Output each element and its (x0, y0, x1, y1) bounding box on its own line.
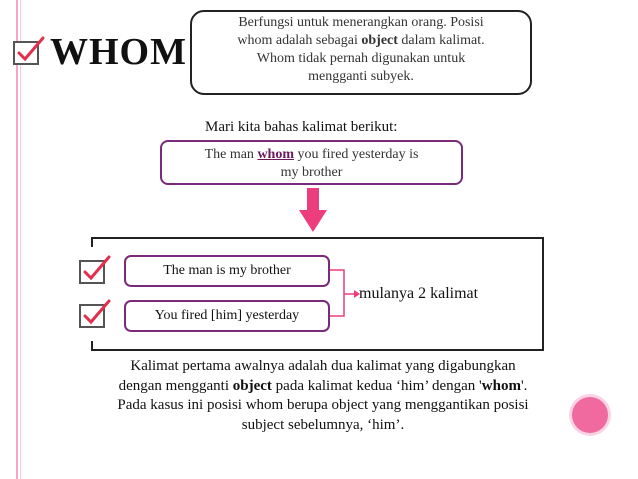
example-line: The man whom you fired yesterday is (204, 147, 419, 162)
sentence-two-box: You fired [him] yesterday (124, 300, 330, 332)
example-sentence-box (160, 140, 463, 185)
explanation-line: Pada kasus ini posisi whom berupa object yang menggantikan posisi (117, 397, 529, 413)
whom-term: whom (257, 147, 294, 162)
left-decorative-rule (16, 0, 18, 479)
result-label: mulanya 2 kalimat (359, 285, 479, 302)
example-line: my brother (280, 165, 343, 180)
explanation-line: Kalimat pertama awalnya adalah dua kalimat yang digabungkan (130, 358, 516, 374)
definition-line: whom adalah sebagai object dalam kalimat. (237, 33, 485, 48)
bracket-connector (330, 268, 360, 320)
section-heading: Mari kita bahas kalimat berikut: (205, 119, 398, 135)
definition-line: mengganti subyek. (308, 69, 414, 84)
sentence-one-box: The man is my brother (124, 255, 330, 287)
explanation-line: dengan mengganti object pada kalimat kedua ‘him’ dengan 'whom'. (118, 377, 528, 394)
explanation-paragraph (78, 357, 568, 435)
definition-line: Whom tidak pernah digunakan untuk (256, 51, 466, 66)
decorative-pink-circle (572, 397, 608, 433)
explanation-line: subject sebelumnya, ‘him’. (241, 416, 405, 433)
left-decorative-rule-thin (20, 0, 21, 479)
object-term: object (361, 33, 398, 48)
checkbox-icon (78, 255, 112, 285)
definition-line: Berfungsi untuk menerangkan orang. Posisi (238, 15, 484, 30)
down-arrow-icon (298, 188, 328, 234)
page-title: WHOM (50, 31, 187, 73)
frame-corner (91, 341, 93, 351)
definition-box (190, 10, 532, 95)
checkbox-icon (78, 299, 112, 329)
frame-corner (91, 237, 93, 247)
checkbox-icon (12, 36, 46, 66)
